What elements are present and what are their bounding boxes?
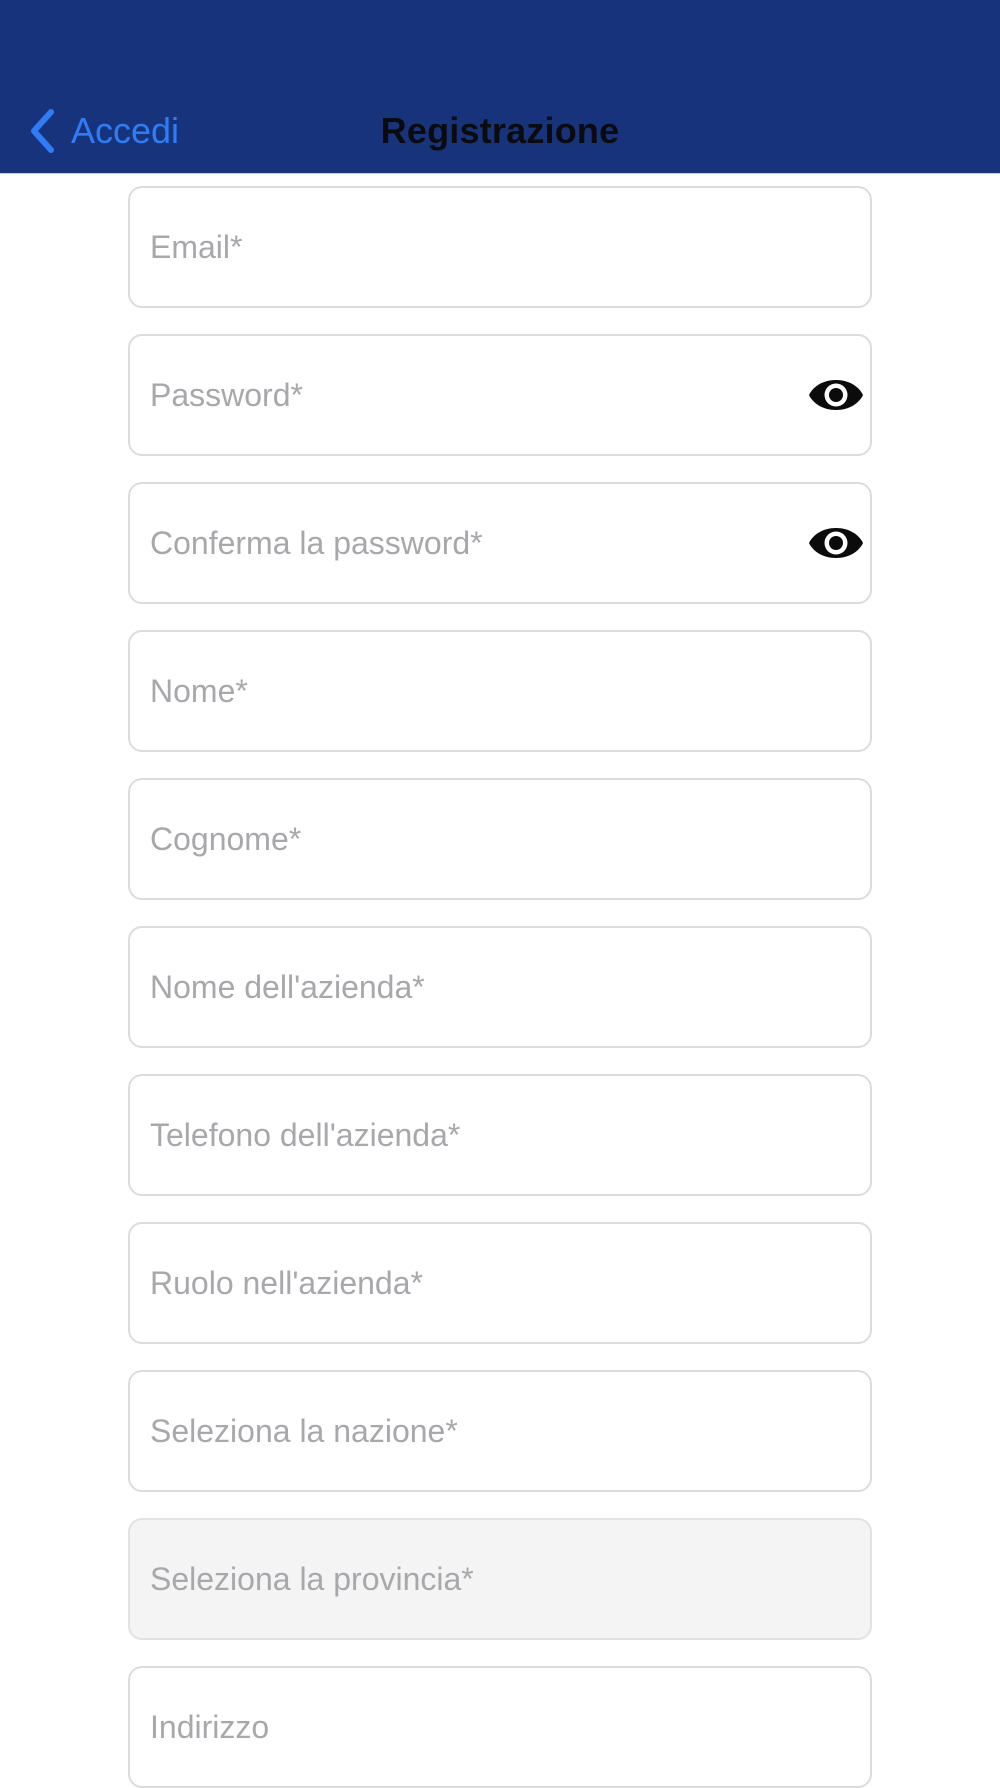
address-input-field — [128, 1666, 872, 1788]
eye-icon — [808, 526, 864, 560]
email-input-field — [128, 186, 872, 308]
country-select-field — [128, 1370, 872, 1492]
first-name-input-field — [128, 630, 872, 752]
registration-form — [128, 186, 872, 1788]
back-chevron-icon — [28, 108, 56, 154]
password-input-field — [128, 334, 872, 456]
back-button-label: Accedi — [71, 110, 180, 151]
email-input[interactable] — [130, 188, 870, 306]
toggle-password-visibility-button[interactable] — [806, 365, 866, 425]
page-title: Registrazione — [380, 110, 620, 151]
last-name-input-field — [128, 778, 872, 900]
province-select-field — [128, 1518, 872, 1640]
province-select[interactable] — [130, 1520, 870, 1638]
company-phone-input[interactable] — [130, 1076, 870, 1194]
nav-bar — [0, 0, 1000, 174]
back-button[interactable] — [28, 89, 179, 173]
confirm-password-input-field — [128, 482, 872, 604]
first-name-input[interactable] — [130, 632, 870, 750]
address-input[interactable] — [130, 1668, 870, 1786]
company-name-input-field — [128, 926, 872, 1048]
company-role-input-field — [128, 1222, 872, 1344]
nav-row — [0, 89, 1000, 173]
eye-icon — [808, 378, 864, 412]
toggle-password-visibility-button[interactable] — [806, 513, 866, 573]
password-input[interactable] — [130, 336, 870, 454]
company-name-input[interactable] — [130, 928, 870, 1046]
confirm-password-input[interactable] — [130, 484, 870, 602]
company-phone-input-field — [128, 1074, 872, 1196]
last-name-input[interactable] — [130, 780, 870, 898]
company-role-input[interactable] — [130, 1224, 870, 1342]
country-select[interactable] — [130, 1372, 870, 1490]
